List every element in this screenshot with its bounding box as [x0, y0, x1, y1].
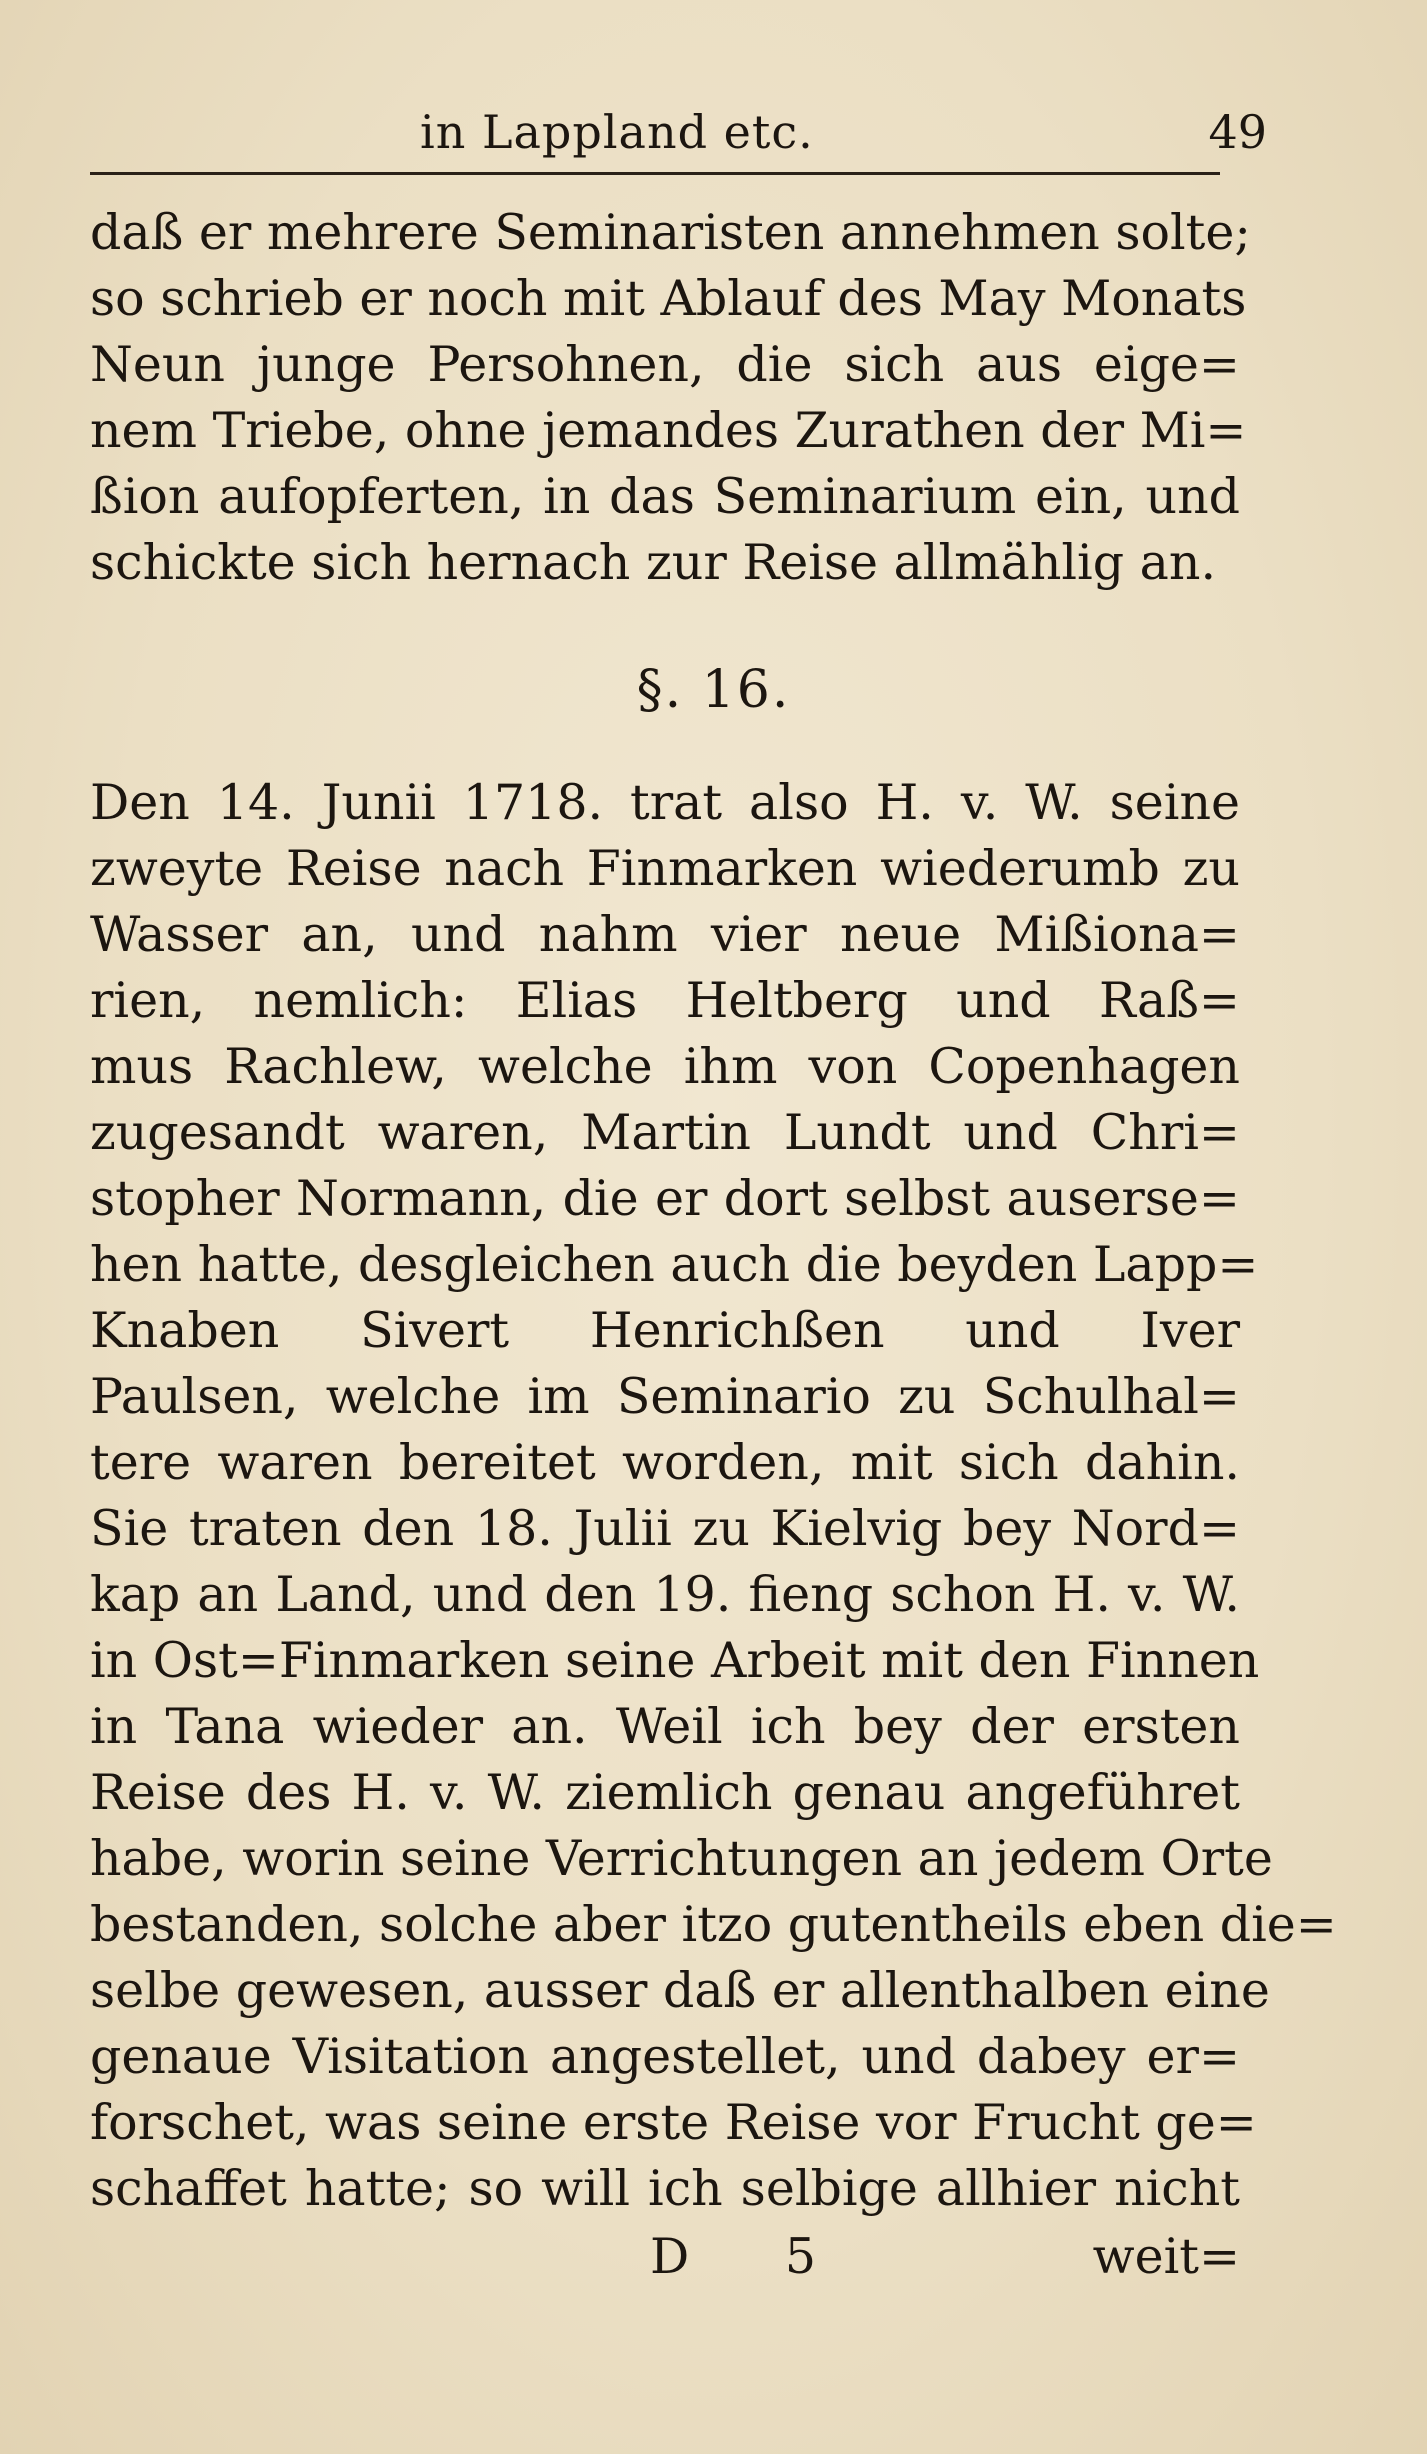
text-line: Reise des H. v. W. ziemlich genau angeführet [90, 1764, 1240, 1821]
text-line: zugesandt waren, Martin Lundt und Chri= [90, 1104, 1240, 1161]
paragraph-section-16 [90, 770, 1337, 2222]
text-line: in Ost=Finmarken seine Arbeit mit den Finnen [90, 1632, 1260, 1689]
text-line: hen hatte, desgleichen auch die beyden Lapp= [90, 1236, 1259, 1293]
text-line: Neun junge Persohnen, die sich aus eige= [90, 336, 1240, 393]
text-line: in Tana wieder an. Weil ich bey der ersten [90, 1698, 1240, 1755]
text-line: ßion aufopferten, in das Seminarium ein, und [90, 468, 1240, 525]
signature-mark: D 5 [650, 2228, 857, 2285]
text-line: mus Rachlew, welche ihm von Copenhagen [90, 1038, 1240, 1095]
text-line: schaffet hatte; so will ich selbige allhier nicht [90, 2160, 1240, 2217]
text-line: forschet, was seine erste Reise vor Frucht ge= [90, 2094, 1257, 2151]
text-line: rien, nemlich: Elias Heltberg und Raß= [90, 972, 1240, 1029]
page-number: 49 [1208, 105, 1267, 159]
paragraph-continued [90, 200, 1251, 596]
header-rule [90, 172, 1220, 175]
text-line: genaue Visitation angestellet, und dabey er= [90, 2028, 1240, 2085]
running-title: in Lappland etc. [420, 105, 814, 159]
section-heading: §. 16. [636, 660, 791, 720]
text-line: Paulsen, welche im Seminario zu Schulhal= [90, 1368, 1240, 1425]
text-line: zweyte Reise nach Finmarken wiederumb zu [90, 840, 1240, 897]
text-line: nem Triebe, ohne jemandes Zurathen der Mi= [90, 402, 1247, 459]
text-line: tere waren bereitet worden, mit sich dahin. [90, 1434, 1240, 1491]
text-line: selbe gewesen, ausser daß er allenthalben eine [90, 1962, 1270, 2019]
running-head [90, 105, 1267, 165]
page-footer [90, 2228, 1240, 2294]
text-line: Sie traten den 18. Julii zu Kielvig bey Nord= [90, 1500, 1240, 1557]
text-line: Den 14. Junii 1718. trat also H. v. W. seine [90, 774, 1240, 831]
text-line: stopher Normann, die er dort selbst auserse= [90, 1170, 1240, 1227]
text-line: daß er mehrere Seminaristen annehmen solte; [90, 204, 1251, 261]
catchword: weit= [1092, 2228, 1240, 2285]
text-line: Knaben Sivert Henrichßen und Iver [90, 1302, 1240, 1359]
text-line: kap an Land, und den 19. fieng schon H. v. W. [90, 1566, 1240, 1623]
text-line: schickte sich hernach zur Reise allmählig an. [90, 534, 1217, 591]
text-line: bestanden, solche aber itzo gutentheils eben die= [90, 1896, 1337, 1953]
text-line: habe, worin seine Verrichtungen an jedem Orte [90, 1830, 1273, 1887]
text-line: Wasser an, und nahm vier neue Mißiona= [90, 906, 1240, 963]
text-line: so schrieb er noch mit Ablauf des May Monats [90, 270, 1247, 327]
